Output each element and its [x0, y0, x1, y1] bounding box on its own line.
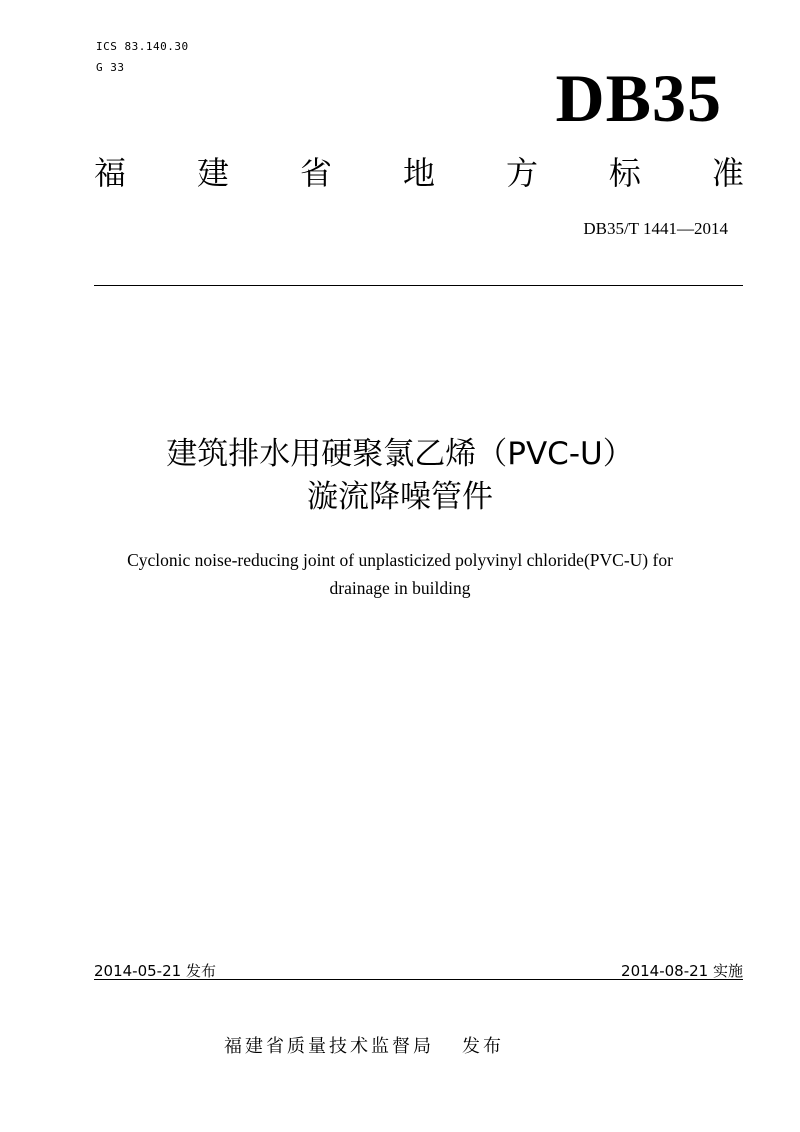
implementation-date: 2014-08-21 实施	[621, 962, 743, 980]
standard-type-char: 省	[299, 154, 332, 192]
title-chinese-line-1: 建筑排水用硬聚氯乙烯（PVC-U）	[166, 436, 634, 472]
classification-code: G 33	[96, 61, 125, 74]
standard-type-title	[94, 154, 744, 192]
standard-type-char: 建	[196, 154, 229, 192]
standard-type-char: 地	[402, 154, 435, 192]
footer-divider	[94, 979, 743, 980]
header-divider	[94, 285, 743, 286]
standard-type-char: 标	[608, 154, 641, 192]
title-english-line-1: Cyclonic noise-reducing joint of unplasticized polyvinyl chloride(PVC-U) for	[127, 550, 673, 570]
issuer-action: 发布	[462, 1036, 504, 1057]
standard-code-logo: DB35	[555, 60, 722, 136]
issuer-name: 福建省质量技术监督局	[224, 1036, 434, 1057]
issuer-line	[224, 1032, 504, 1058]
title-english-line-2: drainage in building	[329, 578, 471, 598]
standard-type-char: 方	[505, 154, 538, 192]
standard-type-char: 准	[711, 154, 744, 192]
title-chinese-line-2: 漩流降噪管件	[307, 479, 493, 515]
standard-number: DB35/T 1441—2014	[583, 219, 728, 238]
issue-date: 2014-05-21 发布	[94, 962, 216, 980]
standard-type-char: 福	[94, 154, 127, 192]
ics-code: ICS 83.140.30	[96, 40, 189, 53]
